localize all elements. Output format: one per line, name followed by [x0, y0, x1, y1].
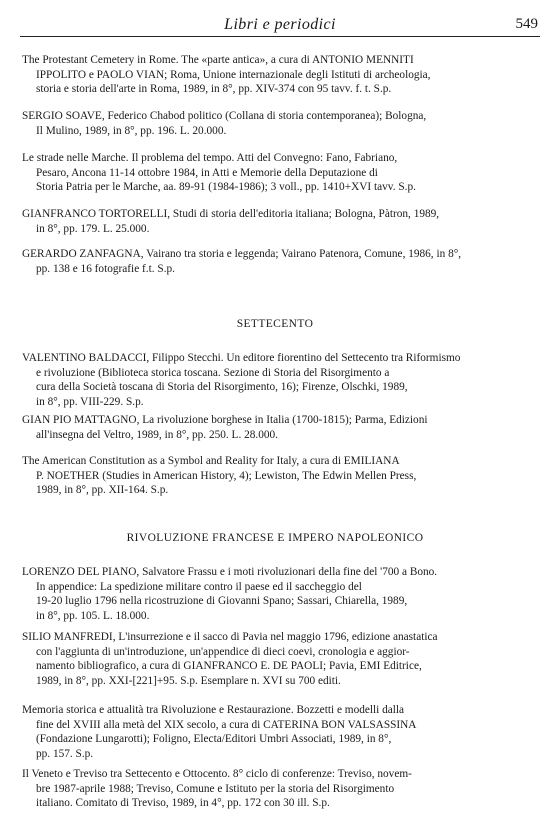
- entry-line: e rivoluzione (Biblioteca storica toscana. Sezione di Storia del Risorgimento a: [36, 366, 390, 379]
- bibliography-entry: [22, 207, 542, 236]
- entry-line: cura della Società toscana di Storia del Risorgimento, 16); Firenze, Olschki, 1989,: [36, 381, 408, 394]
- entry-line: pp. 157. S.p.: [36, 747, 94, 760]
- bibliography-entry: [22, 767, 542, 811]
- entry-line: In appendice: La spedizione militare contro il paese ed il saccheggio del: [36, 580, 362, 593]
- entry-line: VALENTINO BALDACCI, Filippo Stecchi. Un editore fiorentino del Settecento tra Riformismo: [22, 352, 461, 364]
- entry-line: Memoria storica e attualità tra Rivoluzione e Restaurazione. Bozzetti e modelli dalla: [22, 704, 405, 716]
- entry-line: SILIO MANFREDI, L'insurrezione e il sacco di Pavia nel maggio 1796, edizione anastatica: [22, 631, 438, 643]
- bibliography-entry: [22, 247, 542, 276]
- page-header: [20, 14, 540, 37]
- entry-line: in 8°, pp. 179. L. 25.000.: [36, 222, 150, 235]
- page-number: 549: [515, 16, 538, 32]
- entry-line: Il Veneto e Treviso tra Settecento e Ottocento. 8° ciclo di conferenze: Treviso, novem-: [22, 768, 412, 780]
- bibliography-entry: [22, 454, 542, 498]
- entry-line: The American Constitution as a Symbol and Reality for Italy, a cura di EMILIANA: [22, 455, 400, 467]
- bibliography-entry: [22, 53, 542, 97]
- entry-line: Le strade nelle Marche. Il problema del tempo. Atti del Convegno: Fano, Fabriano,: [22, 152, 398, 164]
- entry-line: italiano. Comitato di Treviso, 1989, in 4°, pp. 172 con 30 ill. S.p.: [36, 797, 330, 810]
- entry-line: all'insegna del Veltro, 1989, in 8°, pp. 250. L. 28.000.: [36, 428, 278, 441]
- bibliography-entry: [22, 630, 542, 688]
- entry-line: namento bibliografico, a cura di GIANFRANCO E. DE PAOLI; Pavia, EMI Editrice,: [36, 660, 422, 673]
- bibliography-entry: [22, 109, 542, 138]
- entry-line: fine del XVIII alla metà del XIX secolo, a cura di CATERINA BON VALSASSINA: [36, 718, 417, 731]
- entry-line: GIANFRANCO TORTORELLI, Studi di storia dell'editoria italiana; Bologna, Pàtron, 1989,: [22, 208, 440, 220]
- bibliography-entry: [22, 351, 542, 409]
- entry-line: storia e storia dell'arte in Roma, 1989, in 8°, pp. XIV-374 con 95 tavv. f. t. S.p.: [36, 83, 392, 96]
- entry-line: 19-20 luglio 1796 nella ricostruzione di Giovanni Spano; Sassari, Chiarella, 1989,: [36, 595, 408, 608]
- bibliography-entry: [22, 565, 542, 623]
- entry-line: LORENZO DEL PIANO, Salvatore Frassu e i moti rivoluzionari della fine del '700 a Bono.: [22, 566, 438, 578]
- entry-line: GERARDO ZANFAGNA, Vairano tra storia e leggenda; Vairano Patenora, Comune, 1986, in 8°,: [22, 248, 462, 260]
- entry-line: 1989, in 8°, pp. XXI-[221]+95. S.p. Esemplare n. XVI su 700 editi.: [36, 674, 341, 687]
- bibliography-entry: [22, 703, 542, 761]
- entry-line: SERGIO SOAVE, Federico Chabod politico (Collana di storia contemporanea); Bologna,: [22, 110, 427, 122]
- entry-line: GIAN PIO MATTAGNO, La rivoluzione borghese in Italia (1700-1815); Parma, Edizioni: [22, 414, 428, 426]
- entry-line: pp. 138 e 16 fotografie f.t. S.p.: [36, 262, 175, 275]
- entry-line: IPPOLITO e PAOLO VIAN; Roma, Unione internazionale degli Istituti di archeologia,: [36, 68, 431, 81]
- bibliography-entry: [22, 413, 542, 442]
- entry-line: in 8°, pp. VIII-229. S.p.: [36, 395, 144, 408]
- entry-line: The Protestant Cemetery in Rome. The «parte antica», a cura di ANTONIO MENNITI: [22, 54, 414, 66]
- entry-line: con l'aggiunta di un'introduzione, un'appendice di dieci coevi, cronologia e aggior-: [36, 645, 410, 658]
- bibliography-entry: [22, 151, 542, 195]
- running-title: Libri e periodici: [224, 16, 336, 33]
- section-heading: RIVOLUZIONE FRANCESE E IMPERO NAPOLEONICO: [126, 532, 424, 544]
- entry-line: 1989, in 8°, pp. XII-164. S.p.: [36, 484, 169, 497]
- entry-line: Storia Patria per le Marche, aa. 89-91 (1984-1986); 3 voll., pp. 1410+XVI tavv. S.p.: [36, 181, 416, 194]
- section-heading: SETTECENTO: [236, 318, 314, 330]
- entry-line: bre 1987-aprile 1988; Treviso, Comune e Istituto per la storia del Risorgimento: [36, 782, 395, 795]
- entry-line: (Fondazione Lungarotti); Foligno, Electa/Editori Umbri Associati, 1989, in 8°,: [36, 733, 392, 746]
- entry-line: Il Mulino, 1989, in 8°, pp. 196. L. 20.000.: [36, 124, 227, 137]
- entry-line: Pesaro, Ancona 11-14 ottobre 1984, in Atti e Memorie della Deputazione di: [36, 166, 378, 179]
- entry-line: in 8°, pp. 105. L. 18.000.: [36, 609, 150, 622]
- entry-line: P. NOETHER (Studies in American History, 4); Lewiston, The Edwin Mellen Press,: [36, 469, 417, 482]
